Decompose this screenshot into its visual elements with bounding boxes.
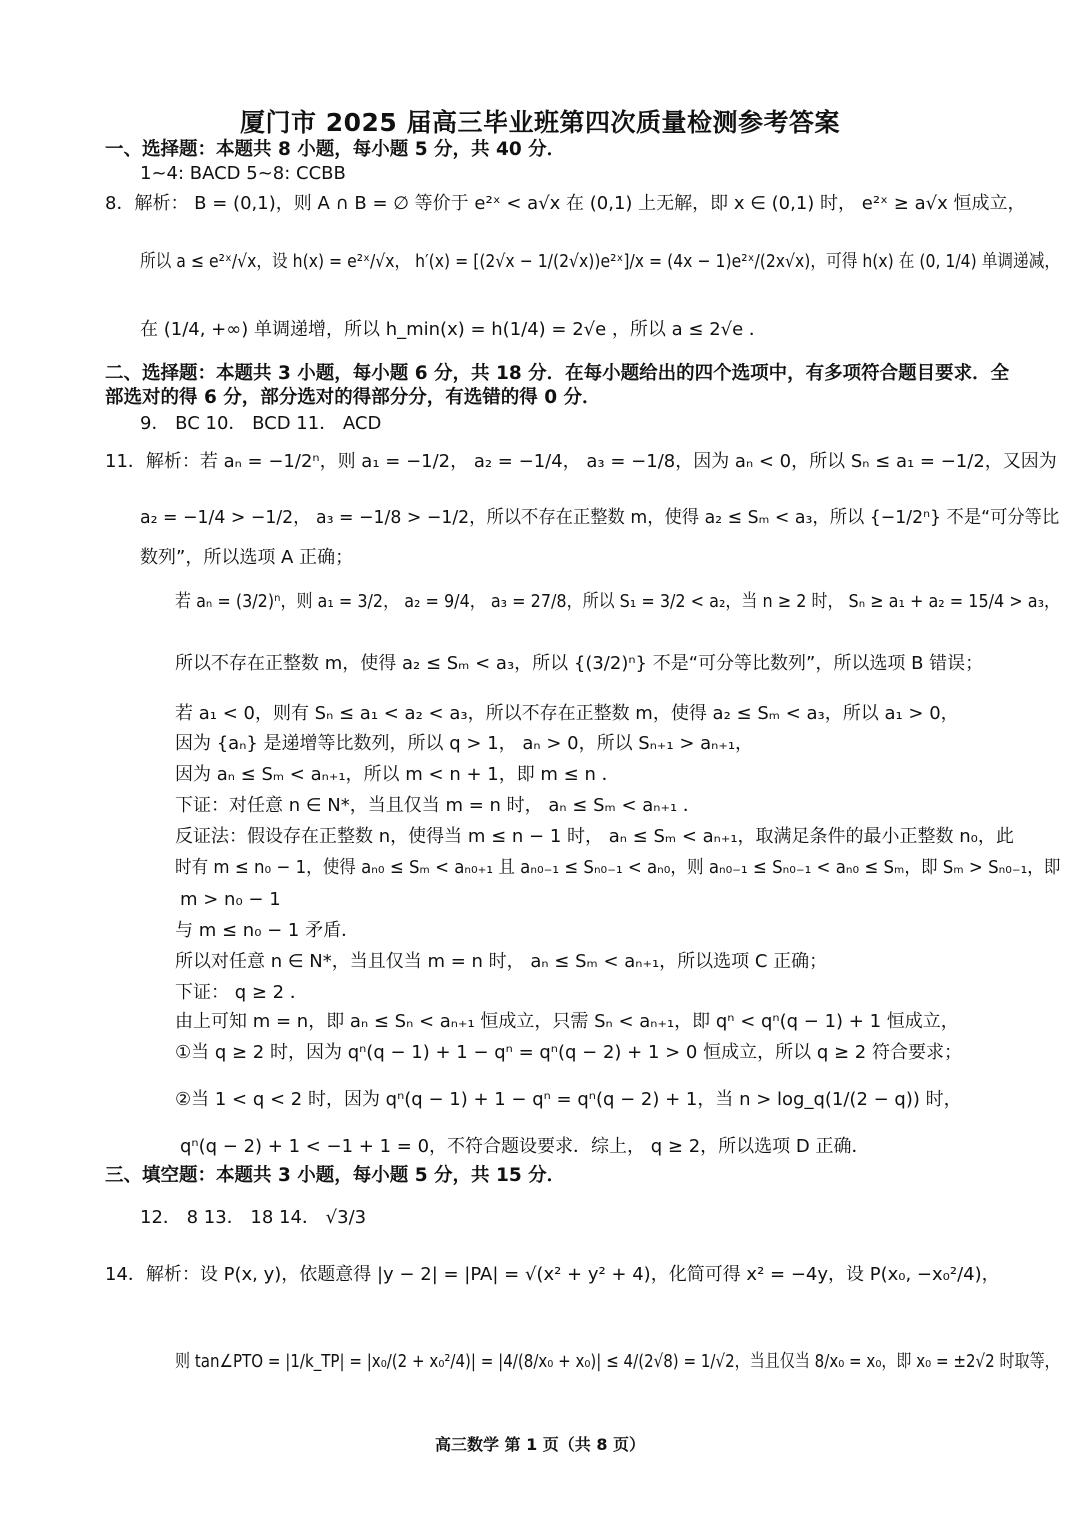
answer-line-12-14: 12． 8 13． 18 14． √3/3 (140, 1207, 367, 1228)
solution-11-line-9: 下证：对任意 n ∈ N*，当且仅当 m = n 时， aₙ ≤ Sₘ < aₙ₊₁ ． (175, 795, 701, 816)
solution-11-line-7: 因为 {aₙ} 是递增等比数列，所以 q > 1， aₙ > 0，所以 Sₙ₊₁ > aₙ₊₁， (175, 733, 754, 754)
section-heading-1: 一、选择题：本题共 8 小题，每小题 5 分，共 40 分． (105, 139, 566, 160)
answer-line-9-11: 9． BC 10． BCD 11． ACD (140, 413, 382, 434)
solution-11-line-2: a₂ = −1/4 > −1/2， a₃ = −1/8 > −1/2，所以不存在正整数 m，使得 a₂ ≤ Sₘ < a₃，所以 {−1/2ⁿ} 不是“可分等比 (140, 507, 1060, 528)
section-heading-2-line-1: 二、选择题：本题共 3 小题，每小题 6 分，共 18 分．在每小题给出的四个选项中，有多项符合题目要求．全 (105, 363, 1010, 384)
solution-11-line-19: qⁿ(q − 2) + 1 < −1 + 1 = 0，不符合题设要求．综上， q ≥ 2，所以选项 D 正确． (180, 1136, 870, 1157)
solution-11-line-5: 所以不存在正整数 m，使得 a₂ ≤ Sₘ < a₃，所以 {(3/2)ⁿ} 不是“可分等比数列”，所以选项 B 错误； (175, 653, 984, 674)
solution-11-line-6: 若 a₁ < 0，则有 Sₙ ≤ a₁ < a₂ < a₃，所以不存在正整数 m，使得 a₂ ≤ Sₘ < a₃，所以 a₁ > 0， (175, 703, 959, 724)
solution-8-line-2: 所以 a ≤ e²ˣ/√x，设 h(x) = e²ˣ/√x， h′(x) = [(2√x − 1/(2√x))e²ˣ]/x = (4x − 1)e²ˣ/(2x√x)，可得 h(x) 在 (0, 1/4) 单调递减， (140, 251, 1061, 272)
solution-8-line-1: 8．解析： B = (0,1)，则 A ∩ B = ∅ 等价于 e²ˣ < a√x 在 (0,1) 上无解，即 x ∈ (0,1) 时， e²ˣ ≥ a√x 恒成立， (105, 193, 1026, 214)
solution-14-line-1: 14．解析：设 P(x, y)，依题意得 |y − 2| = |PA| = √(x² + y² + 4)，化简可得 x² = −4y，设 P(x₀, −x₀²/4)， (105, 1264, 1000, 1285)
solution-11-line-1: 11．解析：若 aₙ = −1/2ⁿ，则 a₁ = −1/2， a₂ = −1/4， a₃ = −1/8，因为 aₙ < 0，所以 Sₙ ≤ a₁ = −1/2，又因为 (105, 451, 1057, 472)
solution-11-line-17: ①当 q ≥ 2 时，因为 qⁿ(q − 1) + 1 − qⁿ = qⁿ(q − 2) + 1 > 0 恒成立，所以 q ≥ 2 符合要求； (175, 1042, 962, 1063)
solution-11-line-3: 数列”，所以选项 A 正确； (140, 547, 354, 568)
section-heading-3: 三、填空题：本题共 3 小题，每小题 5 分，共 15 分． (105, 1165, 566, 1186)
solution-11-line-12: m > n₀ − 1 (180, 889, 281, 910)
solution-11-line-13: 与 m ≤ n₀ − 1 矛盾． (175, 920, 360, 941)
solution-11-line-8: 因为 aₙ ≤ Sₘ < aₙ₊₁，所以 m < n + 1，即 m ≤ n ． (175, 764, 620, 785)
page-footer: 高三数学 第 1 页（共 8 页） (434, 1435, 646, 1454)
page-title: 厦门市 2025 届高三毕业班第四次质量检测参考答案 (240, 108, 840, 137)
solution-11-line-15: 下证： q ≥ 2 ． (175, 982, 308, 1003)
solution-11-line-4: 若 aₙ = (3/2)ⁿ，则 a₁ = 3/2， a₂ = 9/4， a₃ = 27/8，所以 S₁ = 3/2 < a₂，当 n ≥ 2 时， Sₙ ≥ a₁ + a₂ = 15/4 > a₃， (175, 591, 1061, 612)
solution-14-line-2: 则 tan∠PTO = |1/k_TP| = |x₀/(2 + x₀²/4)| = |4/(8/x₀ + x₀)| ≤ 4/(2√8) = 1/√2，当且仅当 8/x₀ = x₀，即 x₀ = ±2√2 时取等， (175, 1351, 1060, 1372)
solution-11-line-11: 时有 m ≤ n₀ − 1，使得 aₙ₀ ≤ Sₘ < aₙ₀₊₁ 且 aₙ₀₋₁ ≤ Sₙ₀₋₁ < aₙ₀，则 aₙ₀₋₁ ≤ Sₙ₀₋₁ < aₙ₀ ≤ Sₘ，即 Sₘ > Sₙ₀₋₁，即 (175, 857, 1061, 878)
section-heading-2-line-2: 部选对的得 6 分，部分选对的得部分分，有选错的得 0 分． (105, 387, 601, 408)
solution-11-line-16: 由上可知 m = n，即 aₙ ≤ Sₙ < aₙ₊₁ 恒成立，只需 Sₙ < aₙ₊₁，即 qⁿ < qⁿ(q − 1) + 1 恒成立， (175, 1011, 959, 1032)
solution-11-line-14: 所以对任意 n ∈ N*，当且仅当 m = n 时， aₙ ≤ Sₘ < aₙ₊₁，所以选项 C 正确； (175, 951, 828, 972)
answer-line-1-8: 1~4: BACD 5~8: CCBB (140, 163, 346, 184)
solution-11-line-18: ②当 1 < q < 2 时，因为 qⁿ(q − 1) + 1 − qⁿ = qⁿ(q − 2) + 1，当 n > log_q(1/(2 − q)) 时， (175, 1089, 962, 1110)
solution-8-line-3: 在 (1/4, +∞) 单调递增，所以 h_min(x) = h(1/4) = 2√e ，所以 a ≤ 2√e ． (140, 319, 767, 340)
solution-11-line-10: 反证法：假设存在正整数 n，使得当 m ≤ n − 1 时， aₙ ≤ Sₘ < aₙ₊₁，取满足条件的最小正整数 n₀，此 (175, 826, 1014, 847)
